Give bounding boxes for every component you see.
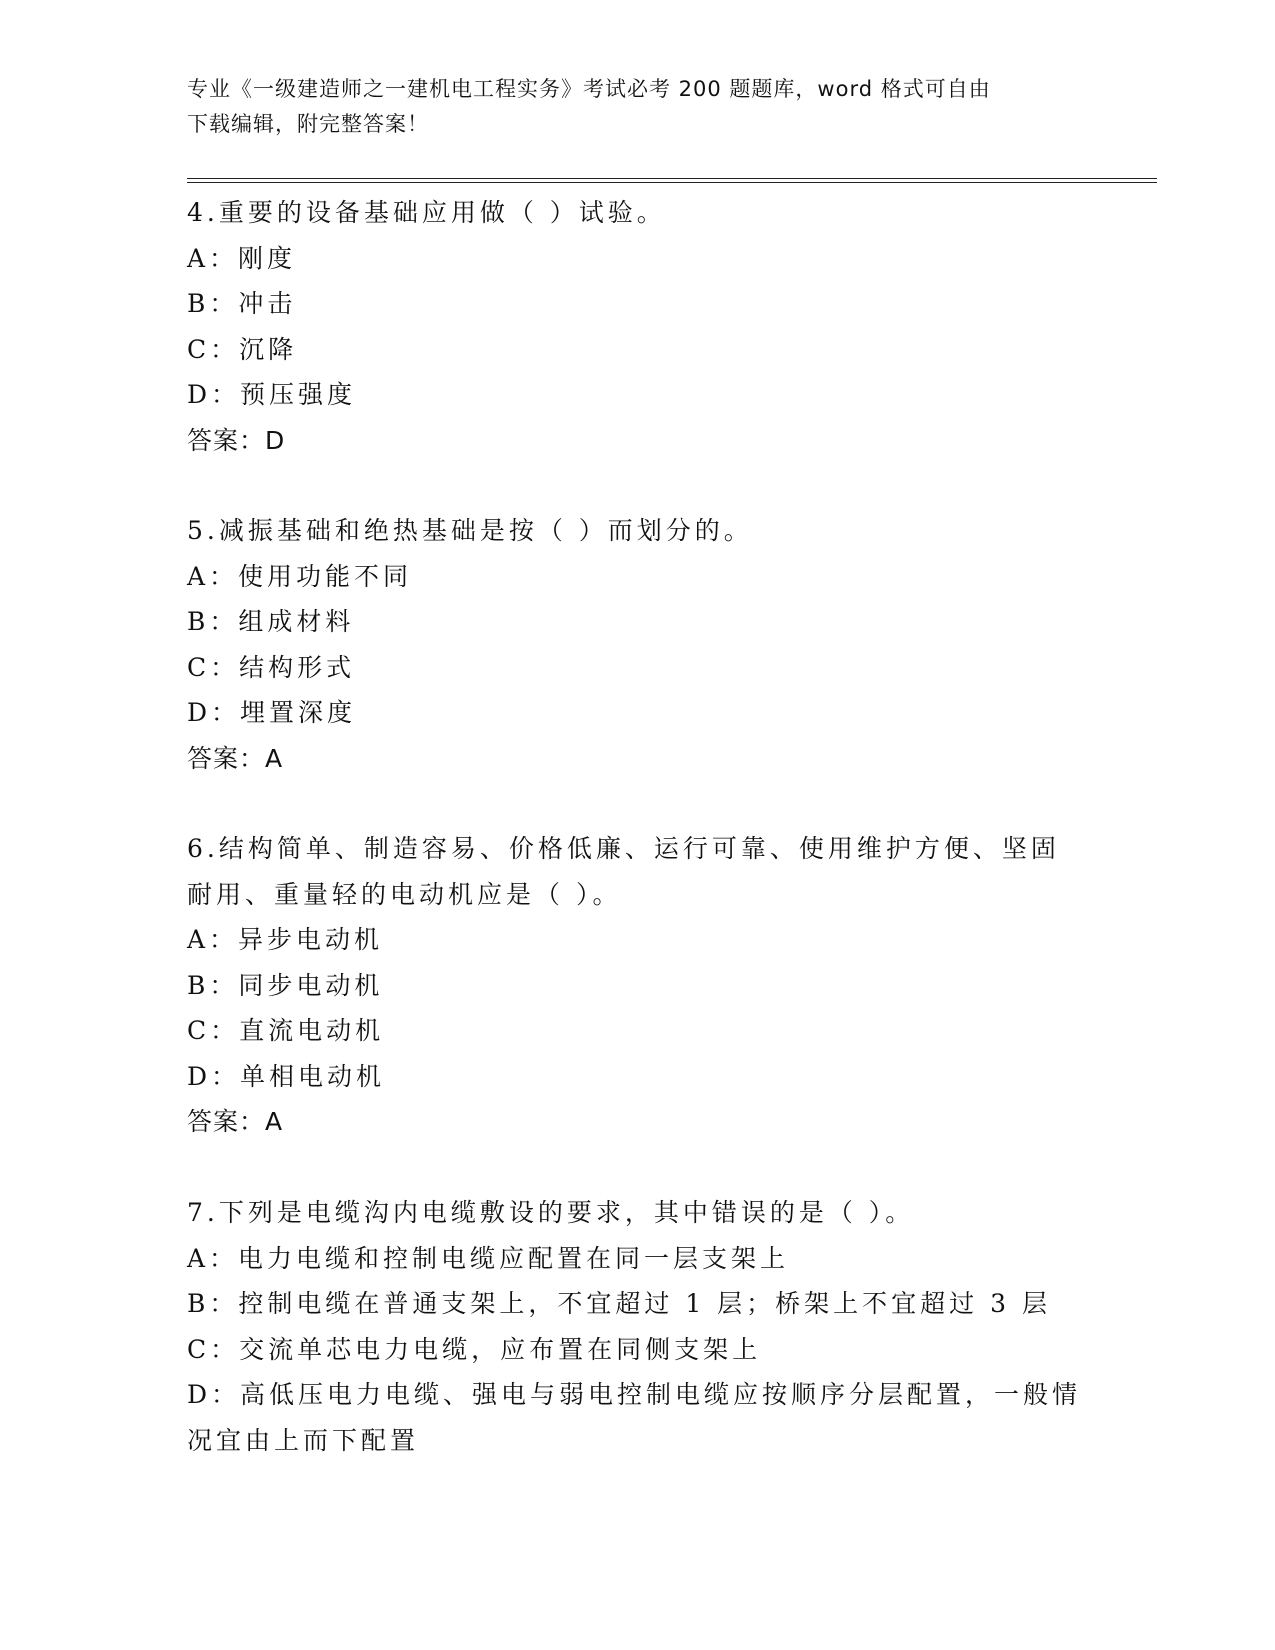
- option-d: D：单相电动机: [187, 1061, 386, 1091]
- question-block: [187, 826, 1087, 1145]
- header-line-1: 专业《一级建造师之一建机电工程实务》考试必考 200 题题库，word 格式可自由: [187, 77, 991, 101]
- option-c: C：交流单芯电力电缆，应布置在同侧支架上: [187, 1334, 762, 1364]
- option-d-continued: 况宜由上而下配置: [187, 1425, 420, 1455]
- header-divider-top: [187, 178, 1157, 179]
- option-d: D：高低压电力电缆、强电与弱电控制电缆应按顺序分层配置，一般情: [187, 1380, 1082, 1409]
- document-header: [187, 72, 1087, 142]
- answer-value: D: [265, 425, 285, 455]
- answer-label: 答案：: [187, 425, 266, 455]
- option-c: C：直流电动机: [187, 1016, 385, 1045]
- answer-line: [187, 736, 1087, 782]
- question-stem: 4.重要的设备基础应用做（ ）试验。: [187, 198, 666, 227]
- option-a: A：异步电动机: [187, 925, 384, 954]
- option-a: A：使用功能不同: [187, 561, 413, 591]
- option-c: C：结构形式: [187, 652, 356, 682]
- question-stem: 5.减振基础和绝热基础是按（ ）而划分的。: [187, 516, 753, 545]
- option-a: A：刚度: [187, 243, 297, 273]
- option-a: A：电力电缆和控制电缆应配置在同一层支架上: [187, 1243, 790, 1273]
- question-stem: 6.结构简单、制造容易、价格低廉、运行可靠、使用维护方便、坚固: [187, 834, 1060, 863]
- option-b: B：同步电动机: [187, 970, 384, 1000]
- answer-label: 答案：: [187, 743, 266, 773]
- question-block: [187, 190, 1087, 463]
- header-line-2: 下载编辑，附完整答案！: [187, 112, 429, 136]
- answer-label: 答案：: [187, 1107, 266, 1136]
- option-b: B：控制电缆在普通支架上，不宜超过 1 层；桥架上不宜超过 3 层: [187, 1289, 1051, 1318]
- option-b: B：冲击: [187, 289, 297, 318]
- option-d: D：预压强度: [187, 380, 357, 409]
- answer-line: [187, 418, 1087, 464]
- option-b: B：组成材料: [187, 607, 355, 636]
- header-divider-bottom: [187, 182, 1157, 183]
- question-block: [187, 1190, 1087, 1463]
- question-stem: 7.下列是电缆沟内电缆敷设的要求，其中错误的是（ ）。: [187, 1198, 915, 1227]
- option-d: D：埋置深度: [187, 698, 357, 727]
- answer-line: [187, 1099, 1087, 1145]
- question-block: [187, 508, 1087, 781]
- option-c: C：沉降: [187, 334, 298, 364]
- answer-value: A: [265, 743, 283, 773]
- question-stem-continued: 耐用、重量轻的电动机应是（ ）。: [187, 879, 622, 909]
- answer-value: A: [265, 1107, 283, 1136]
